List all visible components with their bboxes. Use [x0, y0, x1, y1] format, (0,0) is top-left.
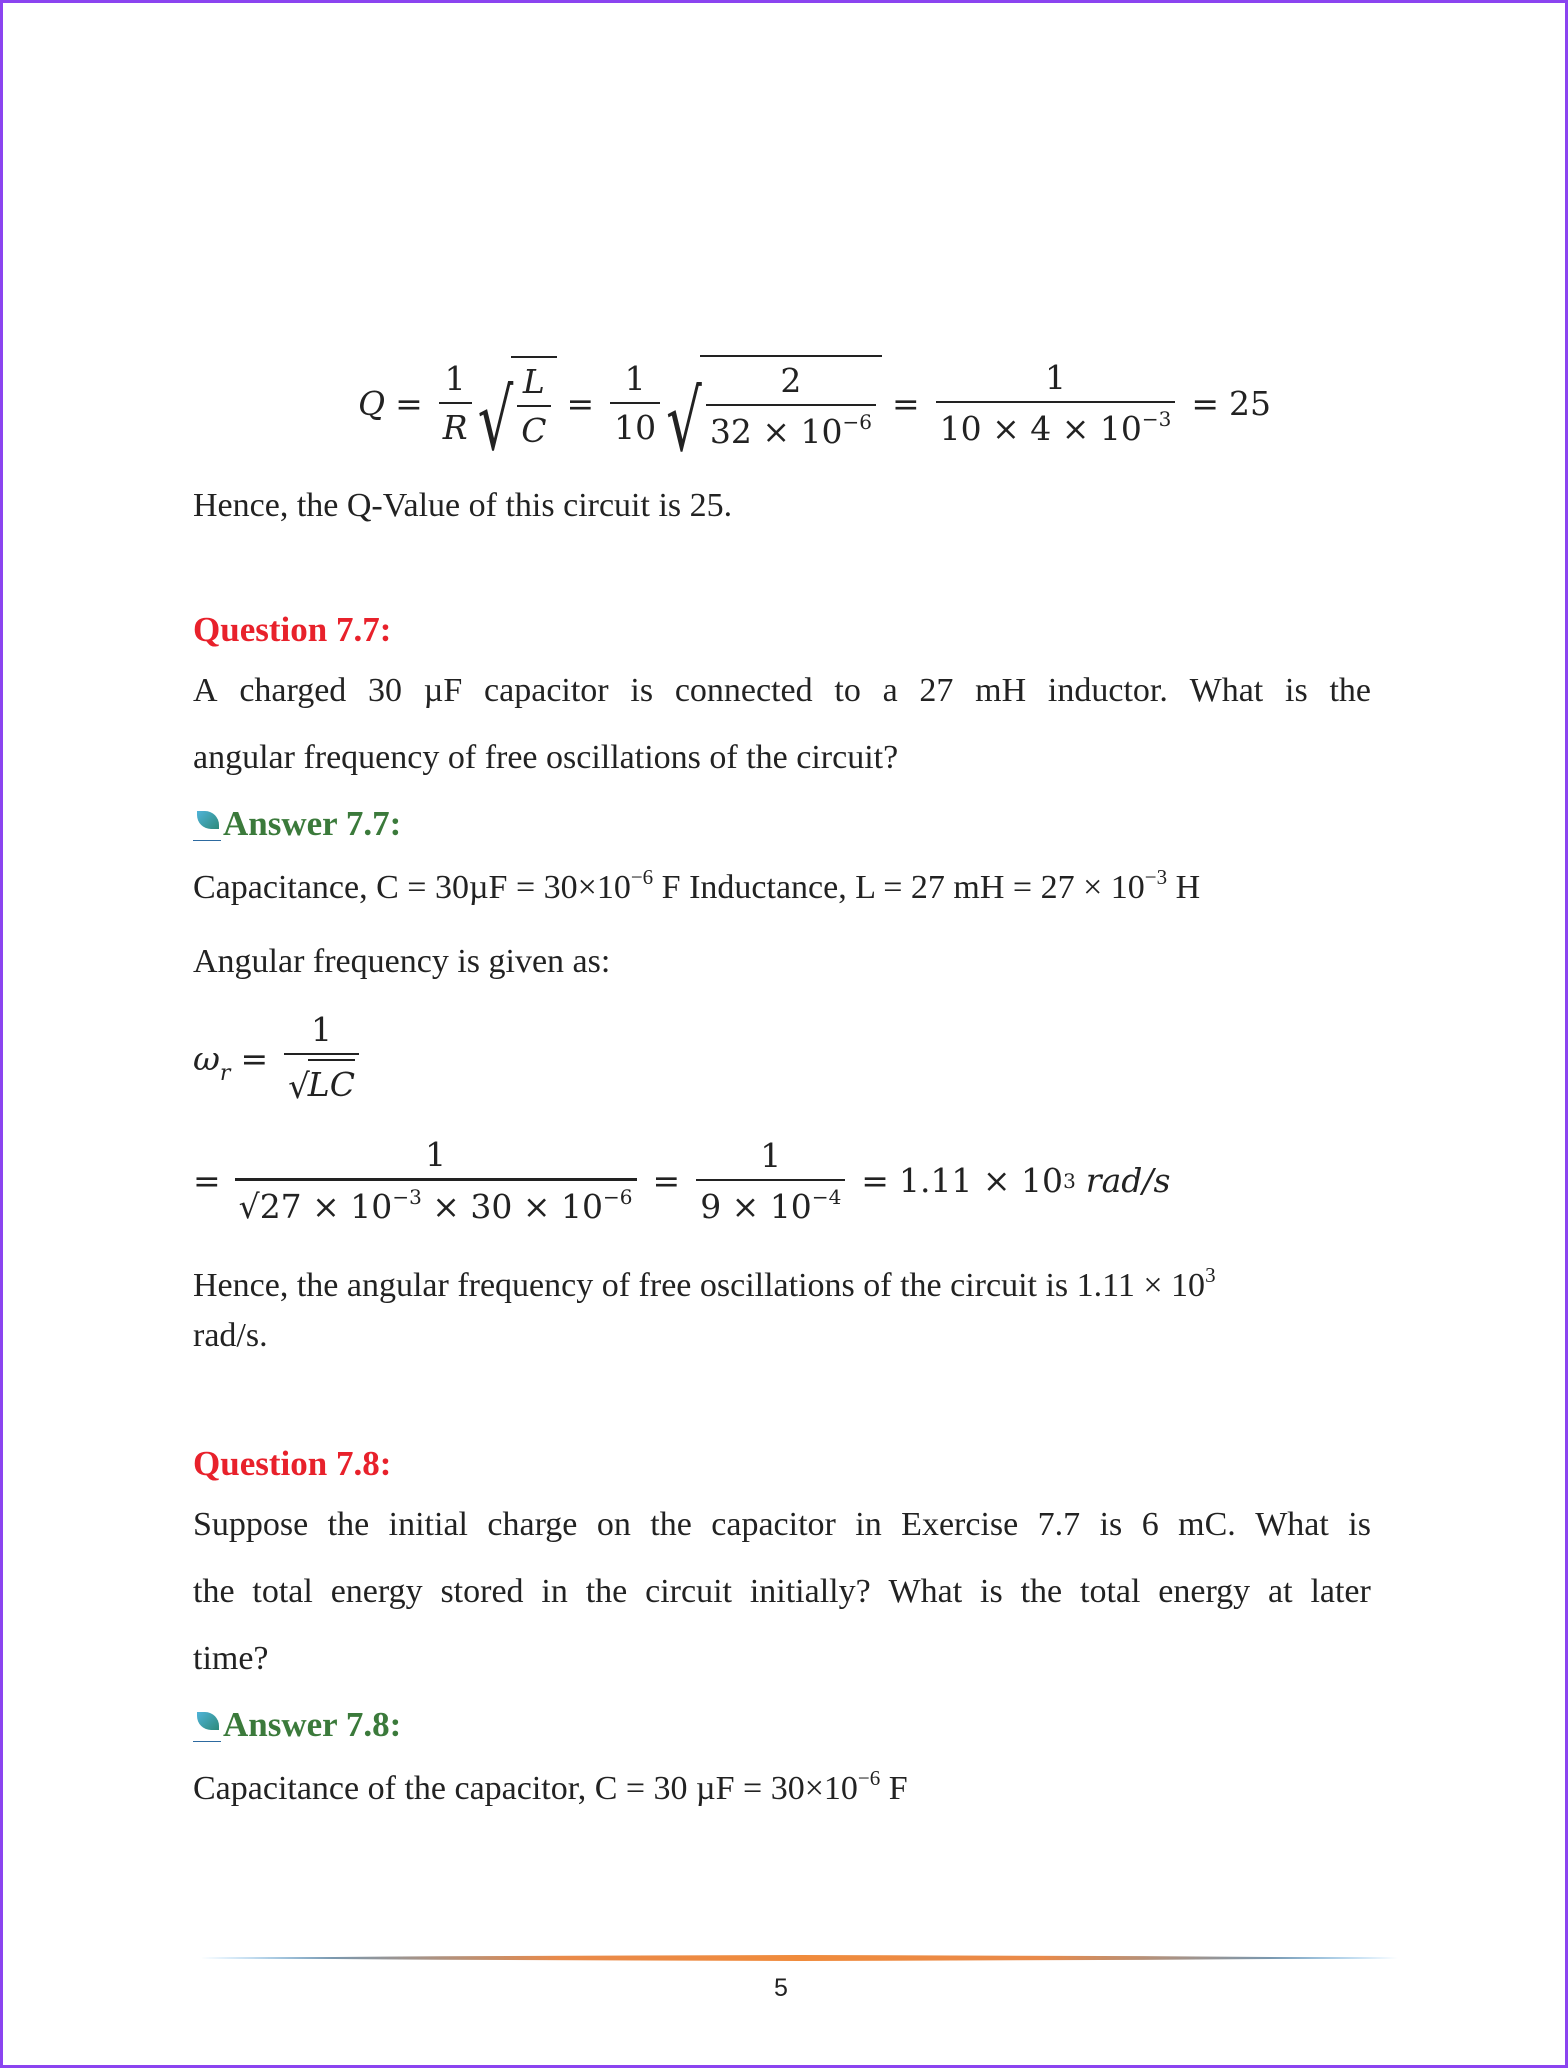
word: energy [1158, 1573, 1251, 1610]
word: the [585, 1573, 628, 1610]
text: Capacitance, C = 30µF = 30×10 [193, 869, 631, 906]
angular-frequency-label: Angular frequency is given as: [193, 943, 611, 980]
word: is [1285, 672, 1308, 709]
word: on [596, 1506, 631, 1543]
math-token: = [240, 1038, 269, 1078]
math-token: = [566, 383, 595, 423]
question-7-8-line1 [193, 1508, 1371, 1542]
word: in [541, 1573, 568, 1610]
denominator: 9 × 10 [700, 1186, 812, 1226]
denominator: 32 × 10 [709, 412, 843, 451]
fraction [439, 359, 472, 447]
math-token: = [652, 1161, 681, 1200]
word: initial [388, 1506, 468, 1543]
angular-frequency-unit: rad/s. [193, 1317, 268, 1354]
word: What [1255, 1506, 1329, 1543]
exponent: 3 [1205, 1263, 1216, 1287]
denominator: 27 × 10 [259, 1187, 393, 1226]
word: a [882, 672, 898, 709]
word: the [327, 1506, 370, 1543]
numerator: 1 [760, 1135, 782, 1175]
word: 6 [1141, 1506, 1159, 1543]
word: charge [487, 1506, 578, 1543]
capacitor-capacitance-line [193, 1766, 908, 1807]
word: µF [423, 672, 463, 709]
exponent: −4 [811, 1184, 842, 1209]
math-token: = [891, 383, 920, 423]
subscript: r [219, 1061, 231, 1086]
word: energy [330, 1573, 423, 1610]
exponent: −3 [1141, 407, 1172, 431]
q-factor-equation [358, 355, 1272, 471]
word: the [1329, 672, 1371, 709]
word: 30 [368, 672, 403, 709]
radical-icon: √ [477, 372, 514, 470]
text: Hence, the angular frequency of free oscillations of the circuit is 1.11 × 10 [193, 1267, 1206, 1304]
radical-icon: √ [666, 373, 702, 471]
word: What [1189, 672, 1264, 709]
word: circuit [645, 1573, 732, 1610]
word: Suppose [193, 1506, 309, 1543]
page-number: 5 [774, 1974, 788, 2002]
word: mC. [1178, 1506, 1236, 1543]
q-value-conclusion: Hence, the Q-Value of this circuit is 25. [193, 487, 733, 524]
word: 27 [919, 672, 954, 709]
word: capacitor [484, 672, 609, 709]
radical-icon: √ [288, 1067, 310, 1107]
word: charged [239, 672, 347, 709]
word: connected [674, 672, 813, 709]
numerator: 2 [780, 361, 802, 400]
numerator: 1 [1044, 358, 1066, 397]
numerator: 1 [444, 359, 466, 398]
word: at [1268, 1573, 1293, 1610]
denominator: × 30 × 10 [421, 1187, 604, 1226]
word: capacitor [711, 1506, 836, 1543]
math-token: = [193, 1161, 221, 1200]
angular-frequency-conclusion [193, 1263, 1216, 1304]
word: is [1348, 1506, 1371, 1543]
answer-leaf-icon [193, 1712, 221, 1742]
exponent: −6 [842, 410, 872, 434]
math-token: Q [358, 383, 386, 423]
numerator: L [522, 362, 545, 401]
word: is [630, 672, 654, 709]
denominator: 10 × 4 × 10 [939, 409, 1142, 448]
word: is [980, 1573, 1003, 1610]
word: the [193, 1573, 235, 1610]
word: the [650, 1506, 692, 1543]
word: 7.7 [1037, 1506, 1081, 1543]
math-token: = [395, 383, 423, 423]
result: 1.11 × 10 [898, 1161, 1064, 1200]
word: inductor. [1047, 672, 1168, 709]
square-root [477, 356, 557, 470]
square-root [666, 355, 882, 471]
word: is [1099, 1506, 1123, 1543]
question-7-7-line2: angular frequency of free oscillations of the circuit? [193, 739, 899, 776]
exponent: 3 [1063, 1168, 1076, 1193]
numerator: 1 [624, 359, 646, 398]
math-token: 25 [1229, 383, 1272, 423]
omega-calculation [193, 1135, 1170, 1226]
word: What [888, 1573, 963, 1610]
denominator: C [517, 405, 550, 450]
denominator: LC [308, 1059, 355, 1104]
word: later [1310, 1573, 1371, 1610]
numerator: 1 [425, 1135, 447, 1174]
question-7-7-heading: Question 7.7: [193, 610, 392, 649]
word: mH [975, 672, 1027, 709]
denominator: R [439, 402, 472, 447]
question-7-8-line3: time? [193, 1640, 269, 1677]
exponent: −3 [1144, 865, 1168, 889]
text: F [880, 1770, 908, 1807]
radical-icon: √ [238, 1187, 260, 1226]
math-token: = [861, 1161, 889, 1200]
text: Capacitance of the capacitor, C = 30 µF = 30×10 [193, 1770, 858, 1807]
answer-7-8-heading [193, 1707, 401, 1742]
exponent: −6 [603, 1185, 633, 1209]
answer-leaf-icon [193, 811, 221, 841]
answer-title: Answer 7.8: [223, 1705, 402, 1744]
math-token: = [1191, 383, 1220, 423]
exponent: −3 [392, 1185, 422, 1209]
word: Exercise [901, 1506, 1019, 1543]
denominator: 10 [610, 402, 660, 447]
word: A [193, 672, 218, 709]
math-token: ω [193, 1038, 220, 1078]
word: total [252, 1573, 313, 1610]
capacitance-inductance-line [193, 865, 1201, 906]
unit: rad/s [1085, 1161, 1171, 1200]
word: stored [440, 1573, 524, 1610]
word: total [1080, 1573, 1141, 1610]
exponent: −6 [630, 865, 654, 889]
question-7-8-line2 [193, 1575, 1371, 1609]
question-7-8-heading: Question 7.8: [193, 1444, 392, 1483]
word: the [1020, 1573, 1063, 1610]
answer-title: Answer 7.7: [223, 804, 402, 843]
numerator: 1 [311, 1010, 333, 1049]
exponent: −6 [857, 1766, 881, 1790]
word: in [855, 1506, 882, 1543]
omega-equation [193, 1010, 365, 1106]
text: F Inductance, L = 27 mH = 27 × 10 [653, 869, 1145, 906]
word: to [834, 672, 861, 709]
word: initially? [749, 1573, 871, 1610]
answer-7-7-heading [193, 806, 401, 841]
text: H [1167, 869, 1201, 906]
question-7-7-line1 [193, 674, 1371, 708]
